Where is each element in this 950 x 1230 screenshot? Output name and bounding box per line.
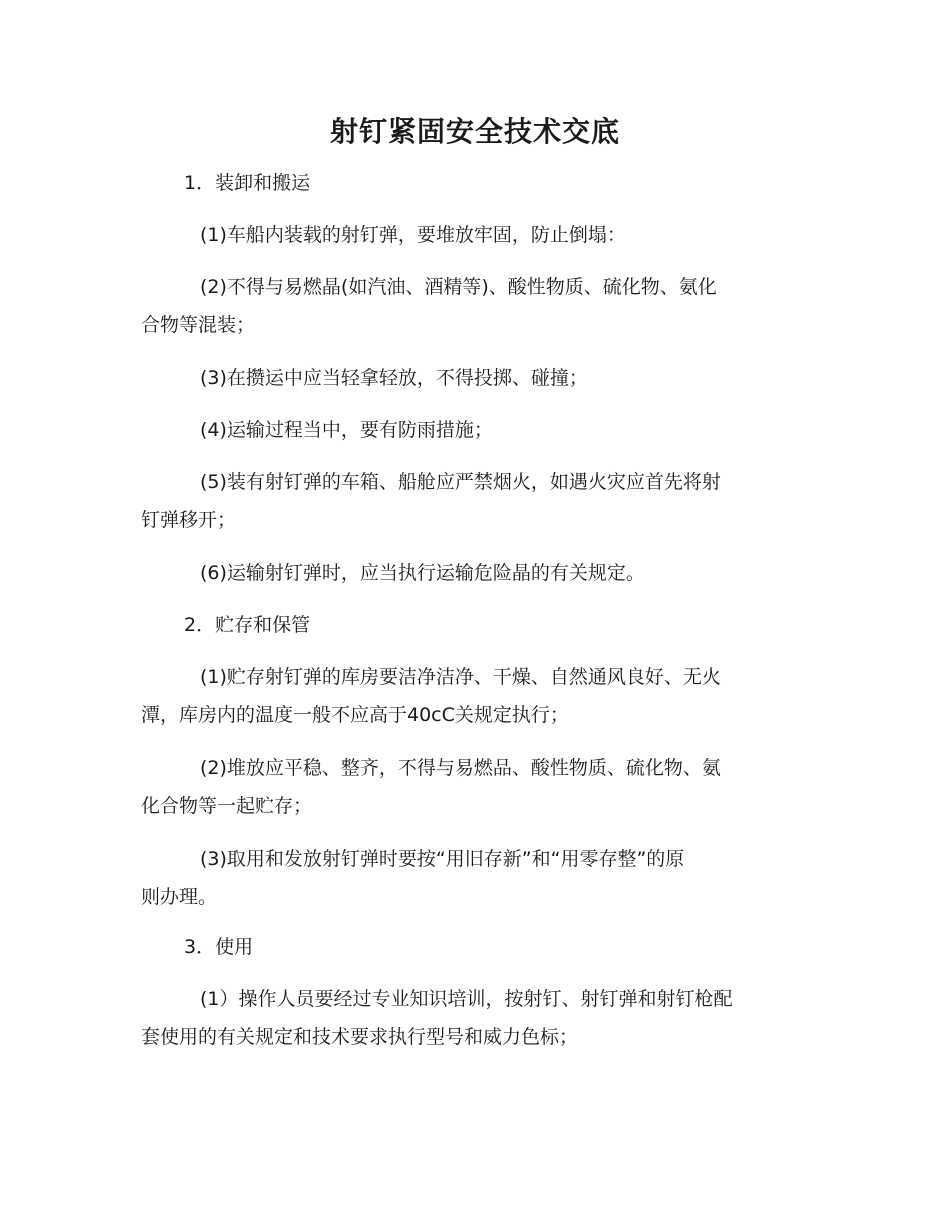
list-item-line: 化合物等一起贮存； (141, 795, 313, 817)
list-item-line: (4)运输过程当中，要有防雨措施； (200, 419, 493, 441)
section-heading (141, 164, 801, 202)
list-item-line: 潭，库房内的温度一般不应高于40cC关规定执行； (141, 704, 569, 726)
list-item-line: 钉弹移开； (141, 509, 237, 531)
list-item-line: (3)在攒运中应当轻拿轻放，不得投掷、碰撞； (200, 367, 588, 389)
list-item-line: (1）操作人员要经过专业知识培训，按射钉、射钉弹和射钉枪配 (200, 988, 733, 1010)
page-title: 射钉紧固安全技术交底 (329, 115, 620, 148)
list-item (141, 268, 801, 344)
list-item-line: 合物等混装； (141, 314, 256, 336)
list-item (141, 216, 801, 254)
list-item (141, 411, 801, 449)
section-heading-text: 3．使用 (184, 936, 254, 958)
list-item-line: 套使用的有关规定和技术要求执行型号和威力色标； (141, 1026, 579, 1048)
list-item (141, 554, 801, 592)
list-item (141, 749, 801, 825)
section-heading-text: 1．装卸和搬运 (184, 172, 311, 194)
section-heading-text: 2．贮存和保管 (184, 614, 311, 636)
list-item-line: (2)堆放应平稳、整齐，不得与易燃品、酸性物质、硫化物、氨 (200, 757, 721, 779)
list-item (141, 658, 801, 734)
list-item (141, 980, 801, 1056)
list-item (141, 359, 801, 397)
list-item-line: (6)运输射钉弹时，应当执行运输危险晶的有关规定。 (200, 562, 645, 584)
list-item (141, 463, 801, 539)
list-item-line: (1)车船内装载的射钉弹，要堆放牢固，防止倒塌： (200, 224, 626, 246)
list-item-line: (3)取用和发放射钉弹时要按“用旧存新”和“用零存整”的原 (200, 848, 685, 870)
list-item-line: (5)装有射钉弹的车箱、船舱应严禁烟火，如遇火灾应首先将射 (200, 471, 721, 493)
list-item (141, 840, 801, 916)
section-heading (141, 606, 801, 644)
list-item-line: (2)不得与易燃晶(如汽油、酒精等)、酸性物质、硫化物、氨化 (200, 276, 717, 298)
list-item-line: 则办理。 (141, 886, 218, 908)
section-heading (141, 928, 801, 966)
list-item-line: (1)贮存射钉弹的库房要洁净洁净、干燥、自然通风良好、无火 (200, 666, 721, 688)
